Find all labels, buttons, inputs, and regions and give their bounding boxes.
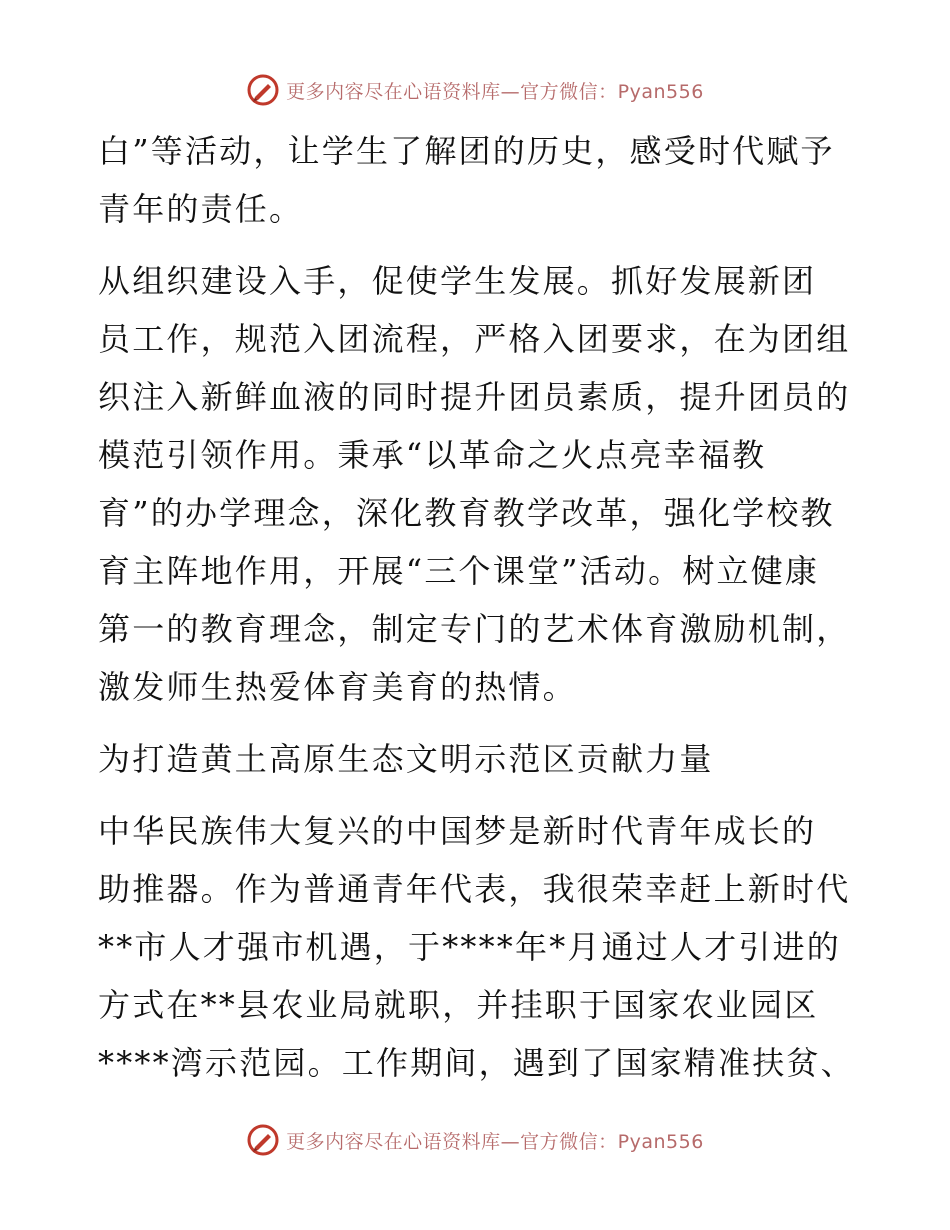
text-line: ****湾示范园。工作期间，遇到了国家精准扶贫、 [98, 1044, 855, 1082]
text-line: 第一的教育理念，制定专门的艺术体育激励机制， [98, 610, 851, 648]
header-watermark [0, 70, 950, 110]
text-line: 员工作，规范入团流程，严格入团要求，在为团组 [98, 320, 851, 358]
pen-logo-icon [246, 73, 280, 107]
text-line: 从组织建设入手，促使学生发展。抓好发展新团 [98, 262, 817, 300]
section-heading [98, 730, 858, 788]
paragraph [98, 122, 858, 238]
text-line: 方式在**县农业局就职，并挂职于国家农业园区 [98, 986, 819, 1024]
text-line: 白”等活动，让学生了解团的历史，感受时代赋予 [98, 132, 835, 170]
text-line: 青年的责任。 [98, 190, 304, 228]
document-body [98, 122, 858, 1106]
text-line: 育主阵地作用，开展“三个课堂”活动。树立健康 [98, 552, 820, 590]
text-line: 助推器。作为普通青年代表，我很荣幸赶上新时代 [98, 870, 851, 908]
text-line: 模范引领作用。秉承“以革命之火点亮幸福教 [98, 436, 767, 474]
text-line: 育”的办学理念，深化教育教学改革，强化学校教 [98, 494, 835, 532]
watermark-text: 更多内容尽在心语资料库—官方微信：Pyan556 [286, 1130, 704, 1153]
paragraph [98, 252, 858, 716]
text-line: 为打造黄土高原生态文明示范区贡献力量 [98, 740, 714, 778]
text-line: **市人才强市机遇，于****年*月通过人才引进的 [98, 928, 842, 966]
paragraph [98, 802, 858, 1092]
text-line: 激发师生热爱体育美育的热情。 [98, 668, 577, 706]
text-line: 中华民族伟大复兴的中国梦是新时代青年成长的 [98, 812, 817, 850]
text-line: 织注入新鲜血液的同时提升团员素质，提升团员的 [98, 378, 851, 416]
footer-watermark [0, 1120, 950, 1160]
pen-logo-icon [246, 1123, 280, 1157]
watermark-text: 更多内容尽在心语资料库—官方微信：Pyan556 [286, 80, 704, 103]
